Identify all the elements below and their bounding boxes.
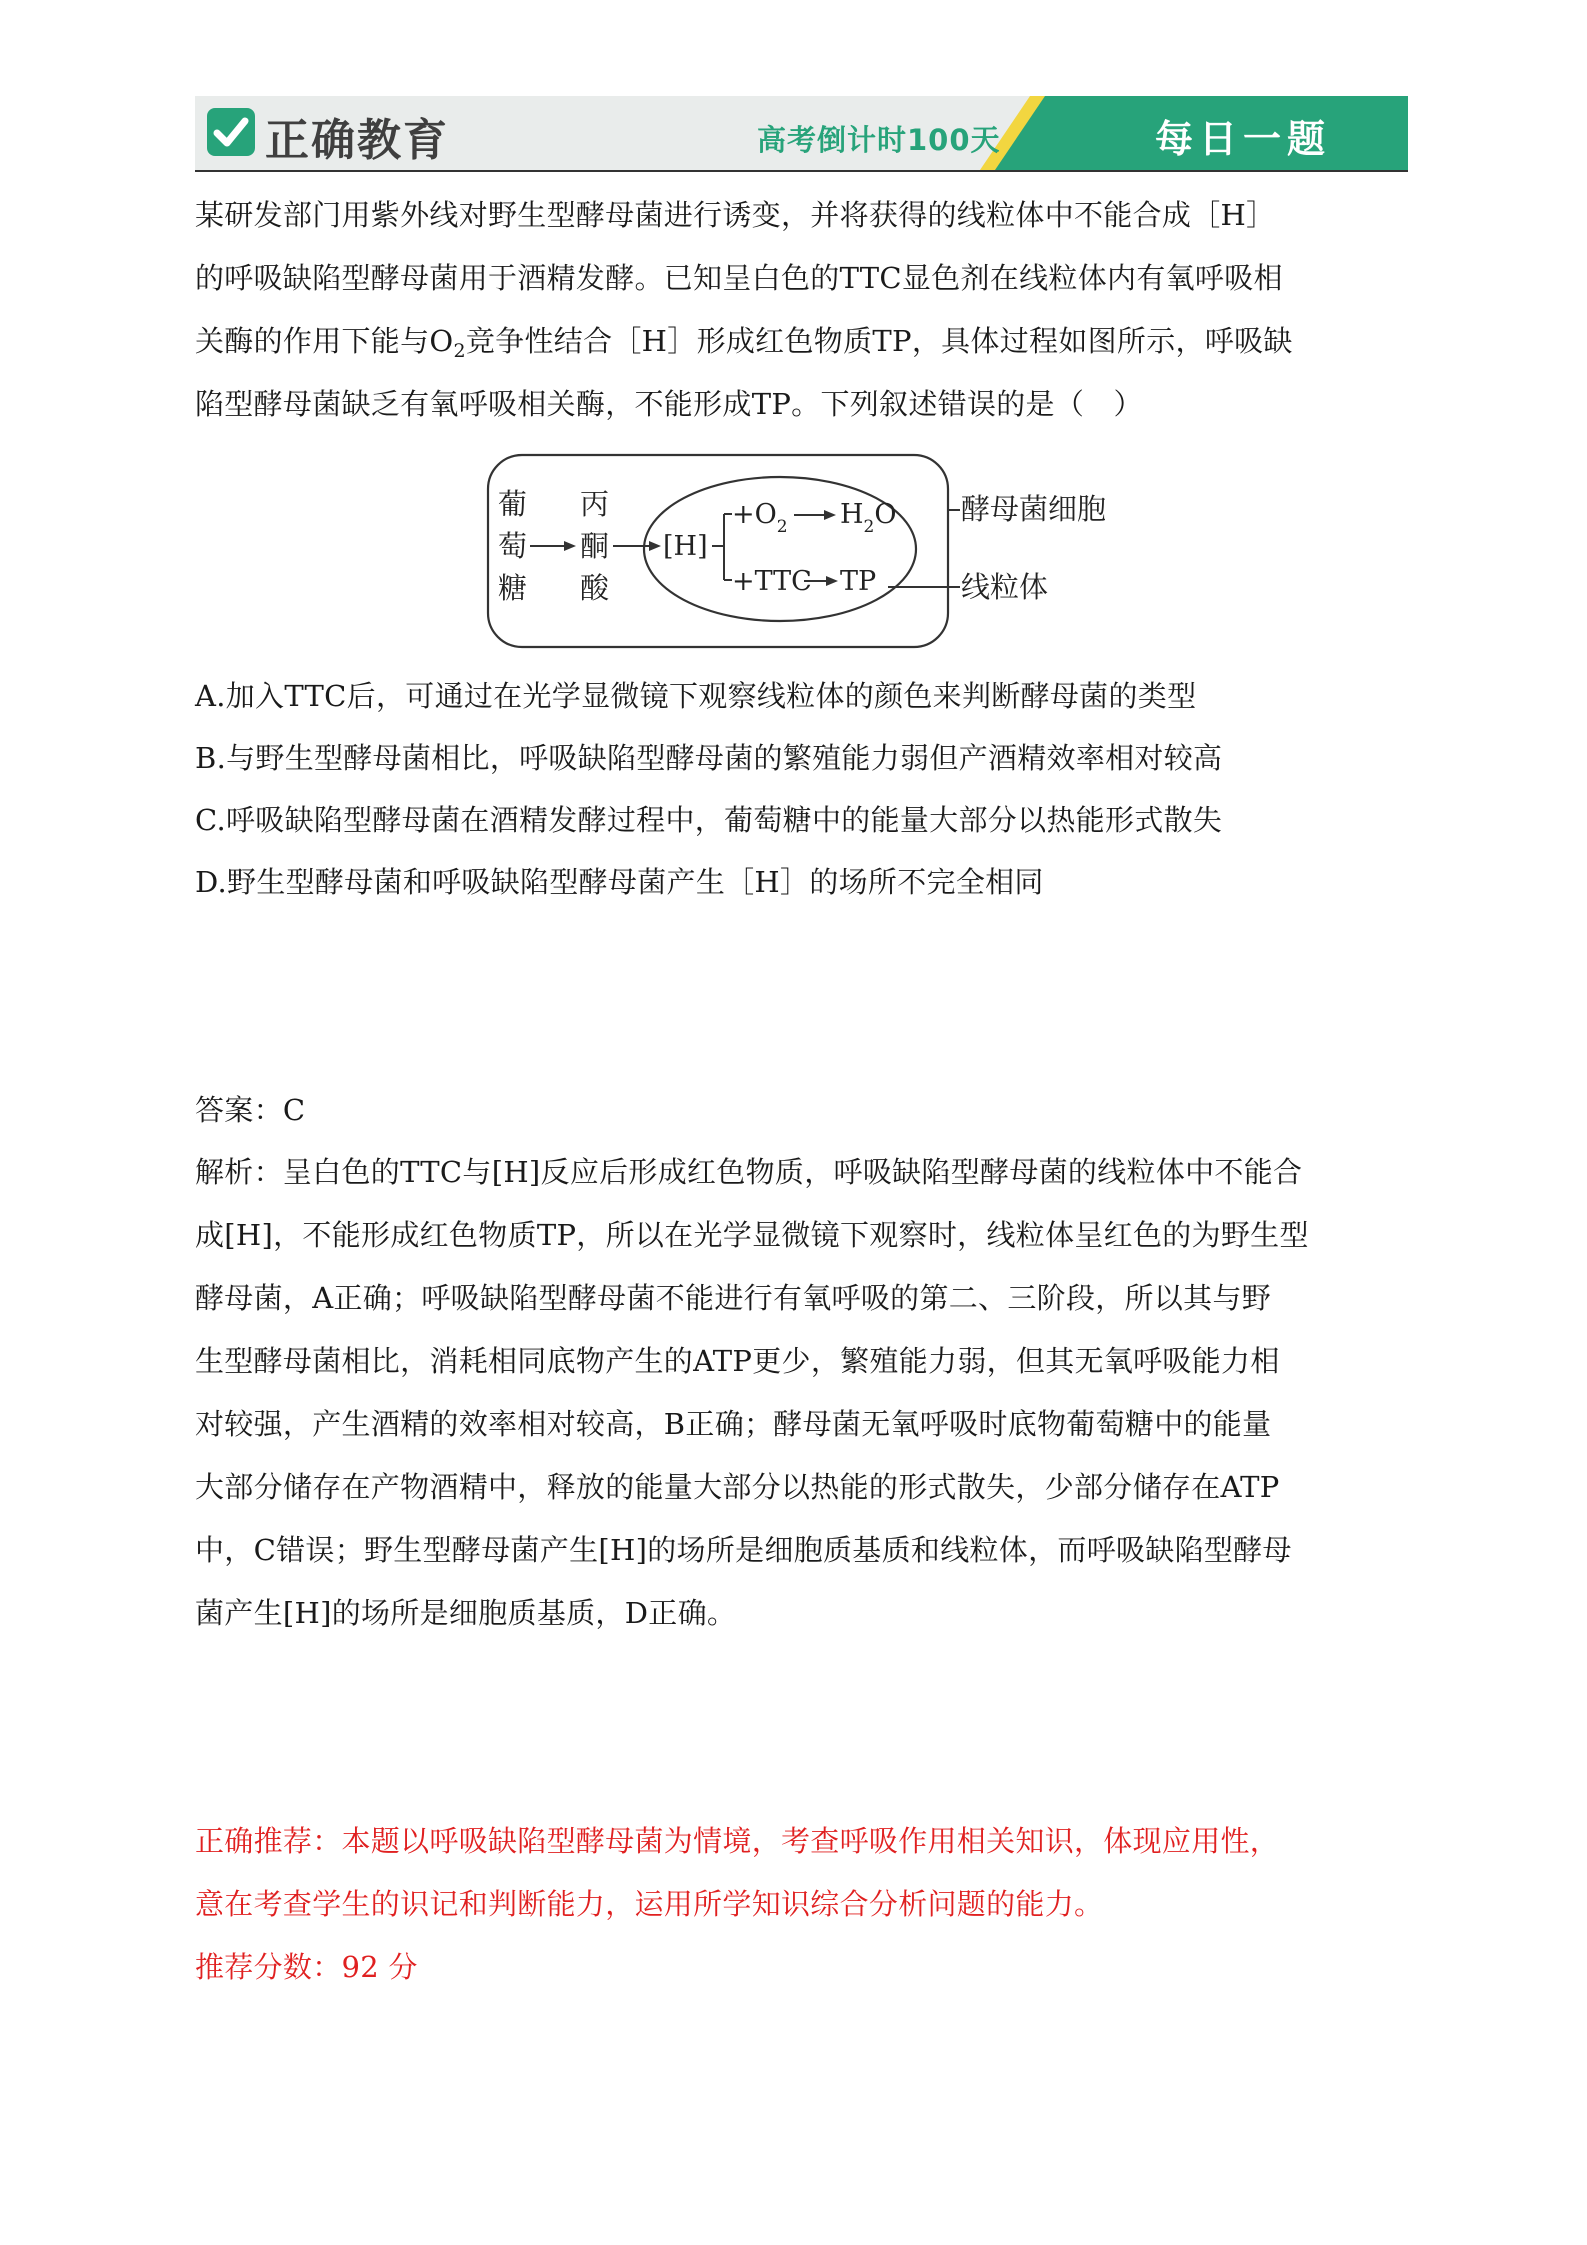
glucose-char-1: 葡	[498, 487, 528, 521]
analysis-line-4: 生型酵母菌相比，消耗相同底物产生的ATP更少，繁殖能力弱，但其无氧呼吸能力相	[195, 1344, 1280, 1378]
answer: 答案：C	[195, 1093, 306, 1127]
question-line-1: 某研发部门用紫外线对野生型酵母菌进行诱变，并将获得的线粒体中不能合成［H］	[195, 198, 1276, 232]
pyruvate-char-3: 酸	[580, 571, 610, 605]
pyruvate-char-1: 丙	[580, 487, 610, 521]
arrowhead-glucose-pyruvate	[564, 541, 576, 551]
glucose-char-3: 糖	[498, 571, 528, 605]
question-line-4: 陷型酵母菌缺乏有氧呼吸相关酶，不能形成TP。下列叙述错误的是（ ）	[195, 387, 1143, 421]
respiration-diagram	[460, 447, 1160, 662]
option-c: C.呼吸缺陷型酵母菌在酒精发酵过程中，葡萄糖中的能量大部分以热能形式散失	[195, 803, 1223, 837]
checkmark-logo-icon	[207, 108, 255, 156]
brand-name: 正确教育	[265, 115, 449, 166]
question-line-3-b: 竞争性结合［H］形成红色物质TP，具体过程如图所示，呼吸缺	[465, 324, 1293, 358]
pyruvate-char-2: 酮	[580, 529, 610, 563]
analysis-line-7: 中，C错误；野生型酵母菌产生[H]的场所是细胞质基质和线粒体，而呼吸缺陷型酵母	[195, 1533, 1292, 1567]
recommend-score: 推荐分数：92 分	[195, 1950, 418, 1984]
mito-label: 线粒体	[961, 570, 1049, 604]
arrowhead-o2-h2o	[824, 510, 836, 520]
header-divider	[195, 170, 1408, 172]
ttc-label: +TTC	[732, 566, 812, 597]
analysis-line-8: 菌产生[H]的场所是细胞质基质，D正确。	[195, 1596, 737, 1630]
analysis-line-3: 酵母菌，A正确；呼吸缺陷型酵母菌不能进行有氧呼吸的第二、三阶段，所以其与野	[195, 1281, 1272, 1315]
arrowhead-ttc-tp	[826, 576, 838, 586]
question-line-3-sub: 2	[453, 340, 466, 362]
daily-question-title: 每日一题	[1155, 117, 1332, 161]
exam-countdown: 高考倒计时100天	[757, 123, 1001, 157]
question-line-3-a: 关酶的作用下能与O	[195, 324, 454, 358]
analysis-line-6: 大部分储存在产物酒精中，释放的能量大部分以热能的形式散失，少部分储存在ATP	[195, 1470, 1280, 1504]
cell-label: 酵母菌细胞	[961, 492, 1107, 526]
o2-label: $+O_2$	[732, 499, 788, 537]
question-line-2: 的呼吸缺陷型酵母菌用于酒精发酵。已知呈白色的TTC显色剂在线粒体内有氧呼吸相	[195, 261, 1283, 295]
header-banner	[195, 96, 1408, 170]
option-d: D.野生型酵母菌和呼吸缺陷型酵母菌产生［H］的场所不完全相同	[195, 865, 1044, 899]
option-b: B.与野生型酵母菌相比，呼吸缺陷型酵母菌的繁殖能力弱但产酒精效率相对较高	[195, 741, 1223, 775]
arrowhead-pyruvate-h	[649, 541, 661, 551]
recommend-line-2: 意在考查学生的识记和判断能力，运用所学知识综合分析问题的能力。	[195, 1887, 1104, 1921]
analysis-line-5: 对较强，产生酒精的效率相对较高，B正确；酵母菌无氧呼吸时底物葡萄糖中的能量	[195, 1407, 1272, 1441]
h-label: [H]	[663, 531, 708, 562]
question-line-3	[195, 310, 1425, 373]
recommend-line-1: 正确推荐：本题以呼吸缺陷型酵母菌为情境，考查呼吸作用相关知识，体现应用性，	[195, 1824, 1280, 1858]
h2o-label: $H_2O$	[840, 499, 897, 537]
option-a: A.加入TTC后，可通过在光学显微镜下观察线粒体的颜色来判断酵母菌的类型	[195, 679, 1197, 713]
analysis-line-1: 解析：呈白色的TTC与[H]反应后形成红色物质，呼吸缺陷型酵母菌的线粒体中不能合	[195, 1155, 1303, 1189]
glucose-char-2: 萄	[498, 529, 528, 563]
analysis-line-2: 成[H]，不能形成红色物质TP，所以在光学显微镜下观察时，线粒体呈红色的为野生型	[195, 1218, 1309, 1252]
tp-label: TP	[840, 566, 877, 597]
